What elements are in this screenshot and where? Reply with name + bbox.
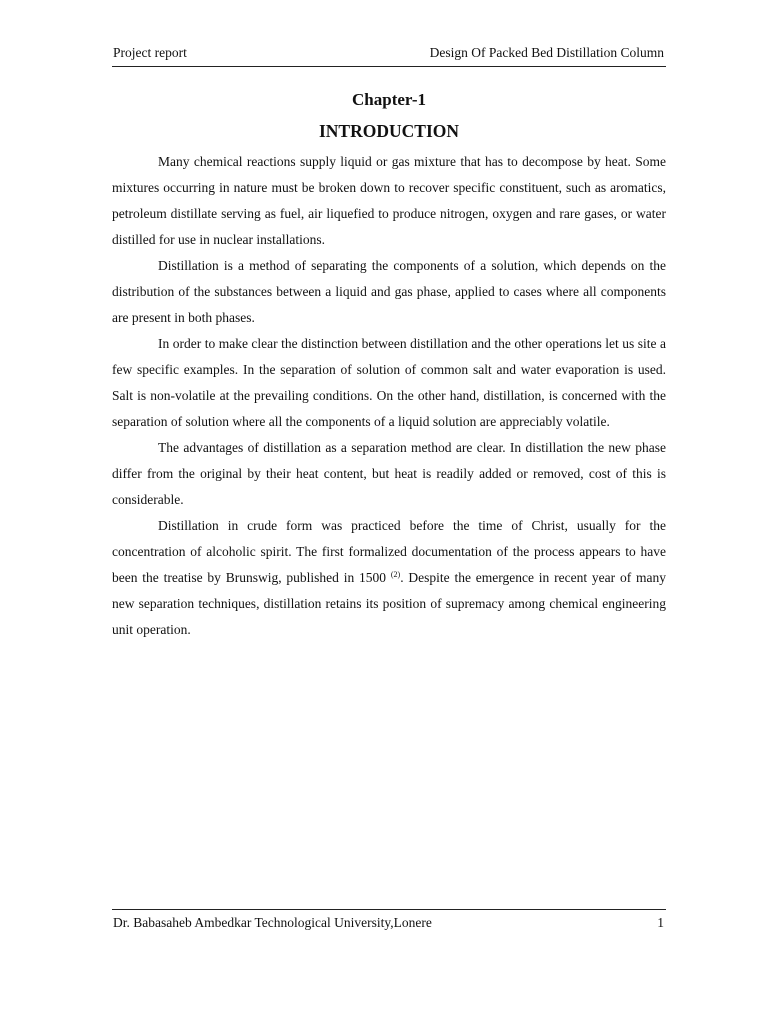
page-header: [112, 44, 666, 67]
citation-marker: (2): [390, 570, 401, 579]
paragraph: Many chemical reactions supply liquid or gas mixture that has to decompose by heat. Some mixtures occurring in nature must be broken down to recover specific constituent, such as aromatics, petroleum distillate serving as fuel, air liquefied to produce nitrogen, oxygen and rare gases, or water distilled for use in nuclear installations.: [112, 154, 666, 247]
page-number: 1: [657, 915, 664, 930]
header-left-text: Project report: [113, 45, 187, 60]
paragraph: In order to make clear the distinction between distillation and the other operations let us site a few specific examples. In the separation of solution of common salt and water evaporation is used. Salt is non-volatile at the prevailing conditions. On the other hand, distillation, is concerned with the separation of solution where all the components of a liquid solution are appreciably volatile.: [112, 336, 666, 429]
chapter-label: Chapter-1: [352, 90, 426, 109]
paragraph-text: . Despite the emergence in recent year of many new separation techniques, distillation retains its position of supremacy among chemical engineering unit operation.: [112, 570, 666, 637]
footer-left-text: Dr. Babasaheb Ambedkar Technological University,Lonere: [113, 915, 432, 930]
paragraph-text: Distillation in crude form was practiced before the time of Christ, usually for the concentration of alcoholic spirit. The first formalized documentation of the process appears to have been the treatise by Brunswig, published in 1500: [112, 518, 666, 585]
body-text: [112, 149, 666, 643]
page-footer: [112, 909, 666, 934]
paragraph: [112, 513, 666, 643]
paragraph: Distillation is a method of separating the components of a solution, which depends on the distribution of the substances between a liquid and gas phase, applied to cases where all components are present in both phases.: [112, 258, 666, 325]
header-right-text: Design Of Packed Bed Distillation Column: [429, 45, 664, 60]
section-title: INTRODUCTION: [318, 121, 460, 141]
paragraph: The advantages of distillation as a separation method are clear. In distillation the new phase differ from the original by their heat content, but heat is readily added or removed, cost of this is considerable.: [112, 440, 666, 507]
